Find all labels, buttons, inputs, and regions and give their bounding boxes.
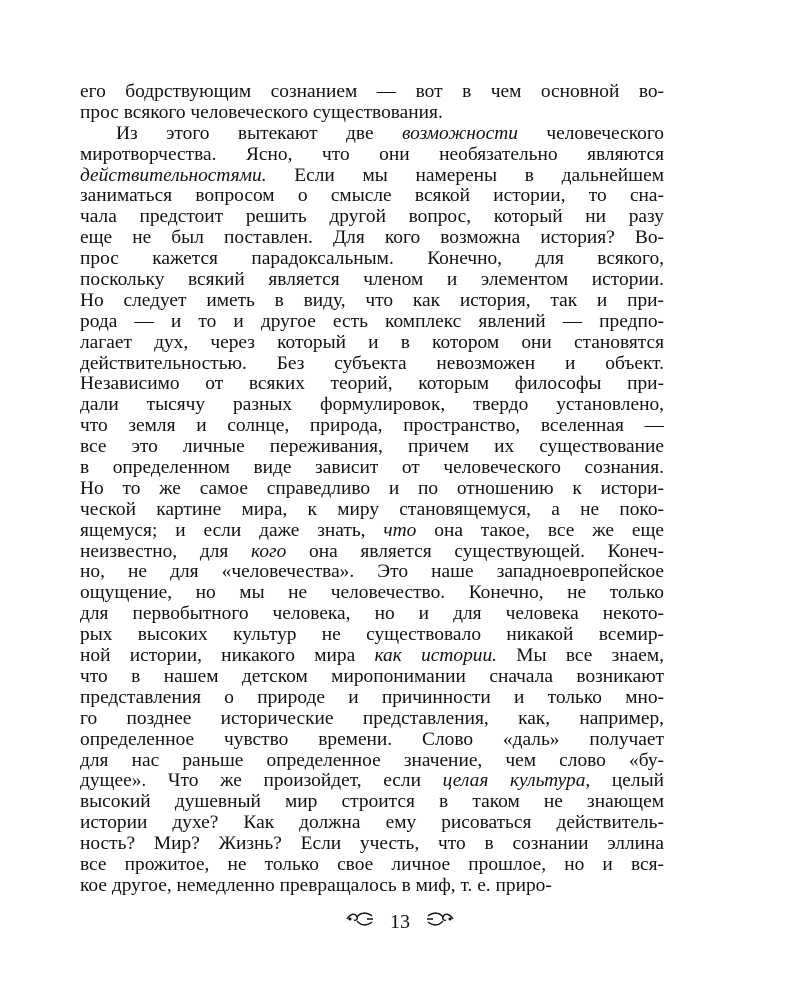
ornament-left-icon (345, 910, 375, 934)
text-line (80, 291, 664, 312)
text-line (80, 771, 664, 792)
page-number: 13 (390, 910, 410, 933)
text-line (80, 855, 664, 876)
text-run: дущее». Что же произойдет, если (80, 771, 443, 792)
ornament-right-icon (425, 910, 455, 934)
text-line (80, 249, 664, 270)
text-run: истории духе? Как должна ему рисоваться действитель- (80, 813, 664, 834)
text-run: рых высоких культур не существовало никакой всемир- (80, 625, 664, 646)
text-run: чала предстоит решить другой вопрос, который ни разу (80, 207, 664, 228)
text-line (80, 834, 664, 855)
text-line (80, 437, 664, 458)
text-run: го позднее исторические представления, как, например, (80, 708, 664, 729)
italic-emphasis: действительностями. (80, 165, 267, 186)
text-run: заниматься вопросом о смысле всякой истории, то сна- (80, 186, 664, 207)
text-line (80, 124, 664, 145)
text-run: для нас раньше определенное значение, чем слово «бу- (80, 750, 664, 771)
text-run: еще не был поставлен. Для кого возможна история? Во- (80, 228, 664, 249)
text-run: лагает дух, через который и в котором они становятся (80, 332, 664, 353)
text-line (80, 751, 664, 772)
text-run: Из этого вытекают две (116, 123, 402, 144)
text-run: что в нашем детском миропонимании сначала возникают (80, 666, 664, 687)
text-line (80, 228, 664, 249)
text-run: но, не для «человечества». Это наше западноевропейское (80, 562, 664, 583)
text-line (80, 103, 664, 124)
text-line (80, 792, 664, 813)
text-run: кое другое, немедленно превращалось в миф, т. е. приро- (80, 875, 552, 896)
text-line (80, 709, 664, 730)
text-line (80, 186, 664, 207)
text-run: Но следует иметь в виду, что как история, так и при- (80, 290, 664, 311)
text-line (80, 604, 664, 625)
text-line (80, 813, 664, 834)
text-run: ящемуся; и если даже знать, (80, 520, 384, 541)
text-line (80, 688, 664, 709)
text-line (80, 730, 664, 751)
text-run: Независимо от всяких теорий, которым философы при- (80, 374, 664, 395)
text-line (80, 354, 664, 375)
text-run: миротворчества. Ясно, что они необязательно являются (80, 144, 664, 165)
text-line (80, 207, 664, 228)
text-run: для первобытного человека, но и для человека некото- (80, 604, 664, 625)
text-run: Но то же самое справедливо и по отношению к истори- (80, 478, 664, 499)
text-line (80, 521, 664, 542)
text-line (80, 876, 664, 897)
italic-emphasis: целая культура, (442, 771, 591, 792)
text-line (80, 374, 664, 395)
text-run: высокий душевный мир строится в таком не знающем (80, 792, 664, 813)
text-line (80, 416, 664, 437)
page-footer (0, 910, 800, 934)
text-line (80, 542, 664, 563)
text-run: она является существующей. Конеч- (286, 541, 664, 562)
text-run: все это личные переживания, причем их существование (80, 437, 664, 458)
text-run: ческой картине мира, к миру становящемуся, а не поко- (80, 499, 664, 520)
text-run: она такое, все же еще (416, 520, 664, 541)
text-run: его бодрствующим сознанием — вот в чем основной во- (80, 82, 664, 102)
page-text (80, 82, 664, 897)
text-run: Мы все знаем, (497, 646, 664, 667)
text-line (80, 646, 664, 667)
text-line (80, 395, 664, 416)
text-line (80, 500, 664, 521)
italic-emphasis: что (383, 520, 417, 541)
text-run: прос всякого человеческого существования. (80, 102, 443, 123)
text-line (80, 562, 664, 583)
text-run: дали тысячу разных формулировок, твердо установлено, (80, 395, 664, 416)
text-line (80, 458, 664, 479)
text-line (80, 270, 664, 291)
text-run: действительностью. Без субъекта невозможен и объект. (80, 353, 664, 374)
text-line (80, 82, 664, 103)
text-line (80, 583, 664, 604)
text-run: целый (590, 771, 664, 792)
text-run: Если мы намерены в дальнейшем (266, 165, 664, 186)
text-line (80, 145, 664, 166)
text-run: определенное чувство времени. Слово «даль» получает (80, 729, 664, 750)
text-run: представления о природе и причинности и только мно- (80, 687, 664, 708)
text-line (80, 333, 664, 354)
text-run: ощущение, но мы не человечество. Конечно, не только (80, 583, 664, 604)
text-run: все прожитое, не только свое личное прошлое, но и вся- (80, 854, 664, 875)
text-line (80, 667, 664, 688)
text-line (80, 312, 664, 333)
text-run: ность? Мир? Жизнь? Если учесть, что в сознании эллина (80, 834, 664, 855)
italic-emphasis: как истории. (374, 646, 498, 667)
italic-emphasis: возможности (401, 123, 518, 144)
text-run: в определенном виде зависит от человеческого сознания. (80, 458, 664, 479)
text-run: рода — и то и другое есть комплекс явлений — предпо- (80, 311, 664, 332)
italic-emphasis: кого (251, 541, 287, 562)
text-line (80, 479, 664, 500)
text-run: ной истории, никакого мира (80, 646, 375, 667)
text-run: поскольку всякий является членом и элементом истории. (80, 270, 664, 291)
text-run: человеческого (517, 123, 664, 144)
text-line (80, 625, 664, 646)
text-run: прос кажется парадоксальным. Конечно, для всякого, (80, 249, 664, 270)
text-run: неизвестно, для (80, 541, 252, 562)
text-line (80, 166, 664, 187)
text-run: что земля и солнце, природа, пространство, вселенная — (80, 416, 664, 437)
